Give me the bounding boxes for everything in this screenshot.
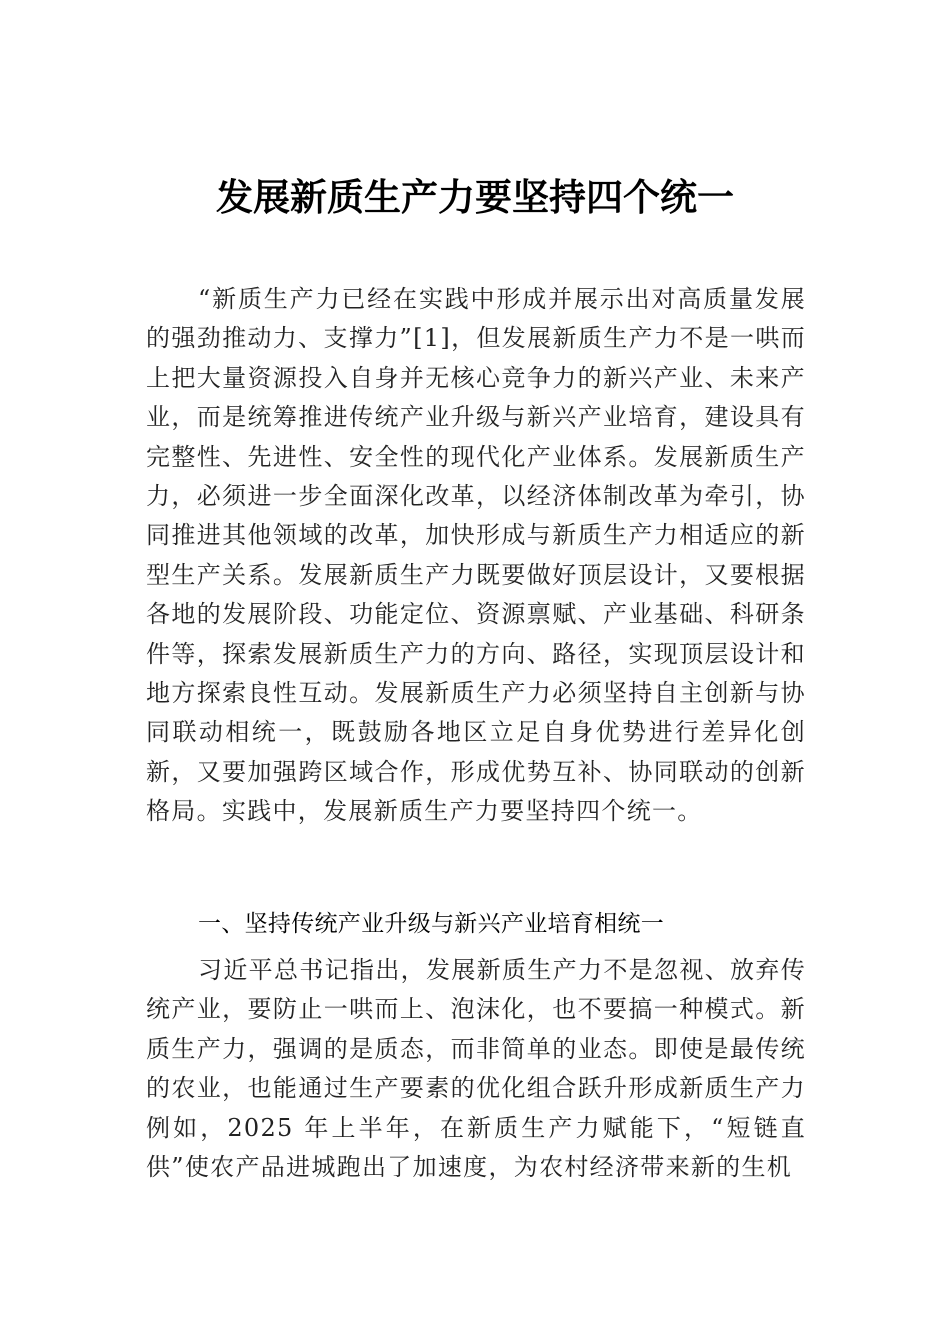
section-heading: 一、坚持传统产业升级与新兴产业培育相统一 — [198, 911, 664, 937]
section-paragraph: 习近平总书记指出，发展新质生产力不是忽视、放弃传统产业，要防止一哄而上、泡沫化，也不要搞一种模式。新质生产力，强调的是质态，而非简单的业态。即使是最传统的农业，也能通过生产要素的优化组合跃升形成新质生产力例如，2025 年上半年，在新质生产力赋能下，“短链直供”使农产品进城跑出了加速度，为农村经济带来新的生机 — [146, 956, 806, 1182]
document-title: 发展新质生产力要坚持四个统一 — [216, 175, 734, 219]
intro-paragraph: “新质生产力已经在实践中形成并展示出对高质量发展的强劲推动力、支撑力”[1]，但发展新质生产力不是一哄而上把大量资源投入自身并无核心竞争力的新兴产业、未来产业，而是统筹推进传统产业升级与新兴产业培育，建设具有完整性、先进性、安全性的现代化产业体系。发展新质生产力，必须进一步全面深化改革，以经济体制改革为牵引，协同推进其他领域的改革，加快形成与新质生产力相适应的新型生产关系。发展新质生产力既要做好顶层设计，又要根据各地的发展阶段、功能定位、资源禀赋、产业基础、科研条件等，探索发展新质生产力的方向、路径，实现顶层设计和地方探索良性互动。发展新质生产力必须坚持自主创新与协同联动相统一，既鼓励各地区立足自身优势进行差异化创新，又要加强跨区域合作，形成优势互补、协同联动的创新格局。实践中，发展新质生产力要坚持四个统一。 — [146, 285, 806, 826]
